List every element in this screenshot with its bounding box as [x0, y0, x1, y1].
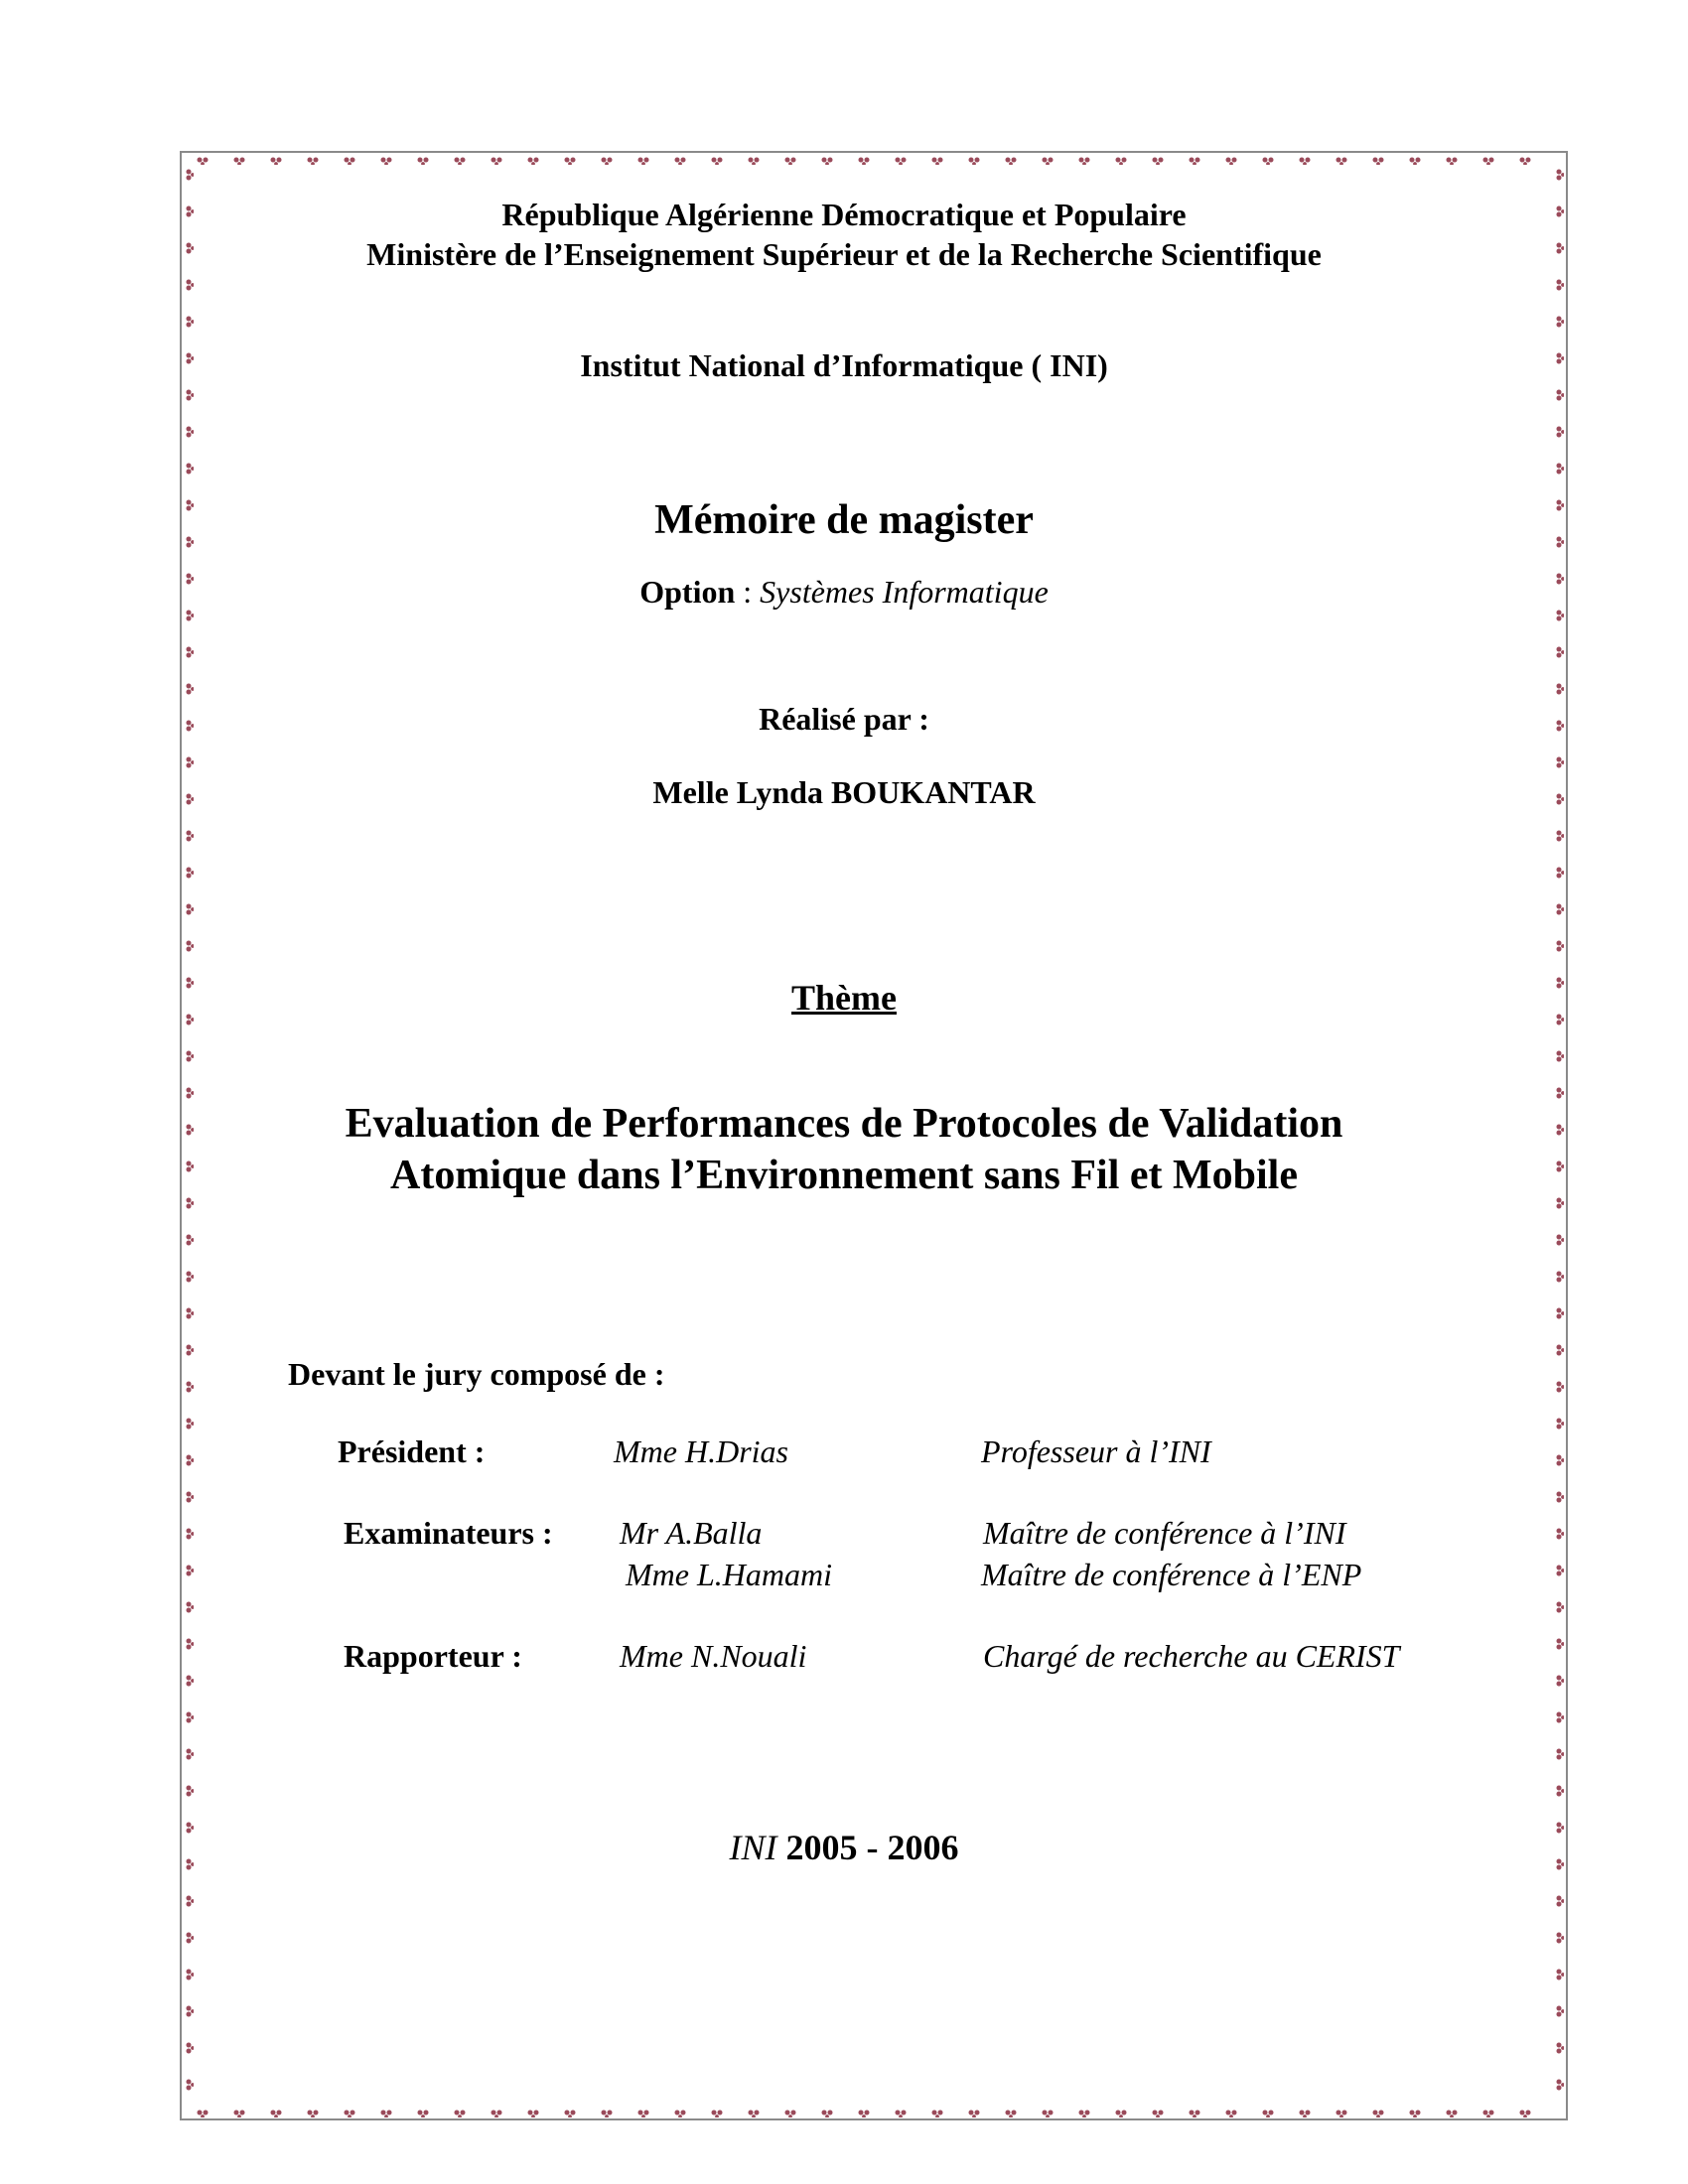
ornament-top: [195, 155, 1553, 165]
jury-examinateur-2-name: Mme L.Hamami: [626, 1557, 832, 1592]
ornament-bottom: [195, 2108, 1553, 2117]
jury-rapporteur-title: Chargé de recherche au CERIST: [983, 1638, 1400, 1674]
author-label: Réalisé par :: [759, 701, 929, 737]
footer-institute: INI: [729, 1828, 777, 1867]
jury-rapporteur-name: Mme N.Nouali: [620, 1638, 807, 1674]
footer-years: 2005 - 2006: [776, 1828, 959, 1867]
theme-title-line2: Atomique dans l’Environnement sans Fil et Mobile: [390, 1153, 1298, 1198]
option-separator: :: [735, 574, 761, 610]
header-republic: République Algérienne Démocratique et Populaire: [501, 197, 1187, 232]
jury-rapporteur-role: Rapporteur :: [344, 1638, 522, 1674]
memoire-title: Mémoire de magister: [654, 497, 1034, 543]
jury-president-role: Président :: [338, 1433, 486, 1469]
header-institute: Institut National d’Informatique ( INI): [580, 347, 1108, 383]
jury-examinateur-1-title: Maître de conférence à l’INI: [983, 1515, 1346, 1551]
jury-examinateur-1-name: Mr A.Balla: [620, 1515, 763, 1551]
jury-examinateurs-role: Examinateurs :: [344, 1515, 553, 1551]
option-label: Option: [639, 574, 736, 610]
author-name: Melle Lynda BOUKANTAR: [652, 774, 1036, 810]
footer-year: [0, 1827, 1688, 1868]
jury-president-title: Professeur à l’INI: [981, 1433, 1211, 1469]
jury-heading: Devant le jury composé de :: [288, 1356, 665, 1392]
theme-label: Thème: [791, 978, 897, 1018]
theme-title-line1: Evaluation de Performances de Protocoles de Validation: [345, 1101, 1343, 1147]
jury-examinateur-2-title: Maître de conférence à l’ENP: [981, 1557, 1362, 1592]
option-value: Systèmes Informatique: [760, 574, 1049, 610]
jury-president-name: Mme H.Drias: [614, 1433, 788, 1469]
memoire-option: [0, 574, 1688, 611]
header-ministry: Ministère de l’Enseignement Supérieur et de la Recherche Scientifique: [366, 236, 1322, 272]
